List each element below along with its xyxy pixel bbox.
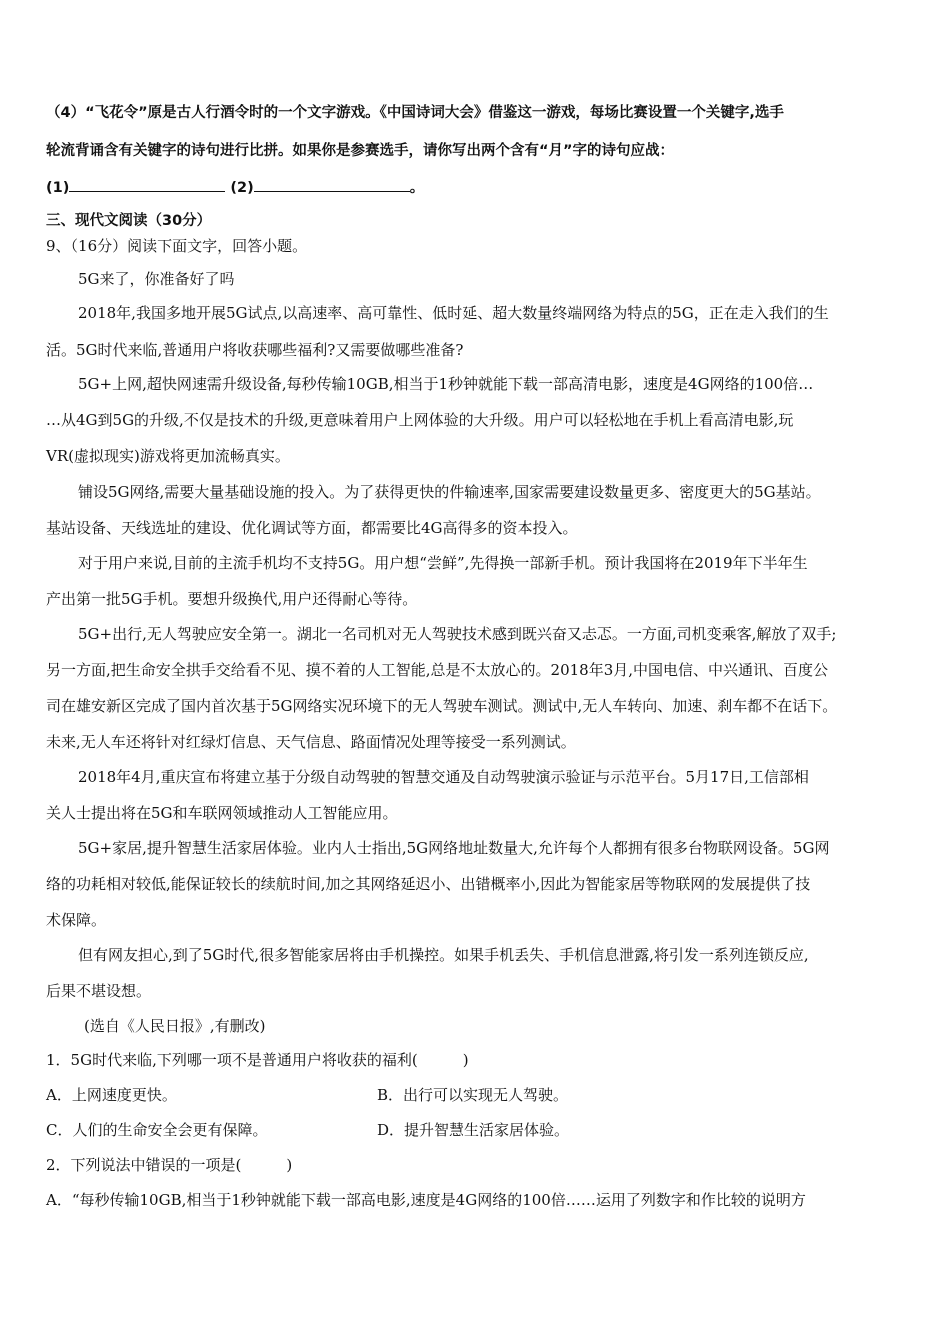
q4-answer-blanks xyxy=(46,177,908,198)
q1-stem: 1．5G时代来临,下列哪一项不是普通用户将收获的福利( ) xyxy=(46,1051,469,1069)
article-line: …从4G到5G的升级,不仅是技术的升级,更意味着用户上网体验的大升级。用户可以轻松地在手机上看高清电影,玩 xyxy=(46,411,794,429)
article-line: 对于用户来说,目前的主流手机均不支持5G。用户想“尝鲜”,先得换一部新手机。预计我国将在2019年下半年生 xyxy=(78,554,808,572)
q2-option-a[interactable]: A．“每秒传输10GB,相当于1秒钟就能下载一部高电影,速度是4G网络的100倍……运用了列数字和作比较的说明方 xyxy=(46,1191,806,1209)
article-line: 活。5G时代来临,普通用户将收获哪些福利?又需要做哪些准备? xyxy=(46,341,464,359)
article-source: (选自《人民日报》,有删改) xyxy=(84,1017,266,1035)
article-title: 5G来了，你准备好了吗 xyxy=(78,270,235,288)
article-line: 术保障。 xyxy=(46,911,107,929)
article-line: 5G+出行,无人驾驶应安全第一。湖北一名司机对无人驾驶技术感到既兴奋又忐忑。一方面,司机变乘客,解放了双手; xyxy=(78,625,837,643)
section-3-title: 三、现代文阅读（30分） xyxy=(46,213,212,229)
article-line: 5G+上网,超快网速需升级设备,每秒传输10GB,相当于1秒钟就能下载一部高清电影，速度是4G网络的100倍… xyxy=(78,375,814,393)
article-line: 未来,无人车还将针对红绿灯信息、天气信息、路面情况处理等接受一系列测试。 xyxy=(46,733,576,751)
article-line: 络的功耗相对较低,能保证较长的续航时间,加之其网络延迟小、出错概率小,因此为智能家居等物联网的发展提供了技 xyxy=(46,875,811,893)
article-line: 另一方面,把生命安全拱手交给看不见、摸不着的人工智能,总是不太放心的。2018年3月,中国电信、中兴通讯、百度公 xyxy=(46,661,829,679)
article-line: 关人士提出将在5G和车联网领域推动人工智能应用。 xyxy=(46,804,398,822)
article-line: 但有网友担心,到了5G时代,很多智能家居将由手机操控。如果手机丢失、手机信息泄露,将引发一系列连锁反应, xyxy=(78,946,809,964)
article-line: 2018年,我国多地开展5G试点,以高速率、高可靠性、低时延、超大数量终端网络为特点的5G，正在走入我们的生 xyxy=(78,304,829,322)
q1-option-a[interactable]: A．上网速度更快。 xyxy=(46,1086,177,1104)
article-line: 5G+家居,提升智慧生活家居体验。业内人士指出,5G网络地址数量大,允许每个人都拥有很多台物联网设备。5G网 xyxy=(78,839,830,857)
blank-1-label: (1) xyxy=(46,180,70,196)
article-line: 司在雄安新区完成了国内首次基于5G网络实况环境下的无人驾驶车测试。测试中,无人车转向、加速、刹车都不在话下。 xyxy=(46,697,838,715)
article-line: VR(虚拟现实)游戏将更加流畅真实。 xyxy=(46,447,290,465)
q4-line-2: 轮流背诵含有关键字的诗句进行比拼。如果你是参赛选手，请你写出两个含有“月”字的诗句应战： xyxy=(46,143,675,159)
q1-option-c[interactable]: C．人们的生命安全会更有保障。 xyxy=(46,1121,268,1139)
q2-stem: 2．下列说法中错误的一项是( ) xyxy=(46,1156,293,1174)
q9-intro: 9、（16分）阅读下面文字，回答小题。 xyxy=(46,237,308,255)
q4-line-1: （4）“飞花令”原是古人行酒令时的一个文字游戏。《中国诗词大会》借鉴这一游戏，每场比赛设置一个关键字,选手 xyxy=(46,105,784,121)
answer-blank-2[interactable] xyxy=(254,177,410,192)
article-line: 2018年4月,重庆宣布将建立基于分级自动驾驶的智慧交通及自动驾驶演示验证与示范平台。5月17日,工信部相 xyxy=(78,768,809,786)
answer-blank-1[interactable] xyxy=(69,177,225,192)
article-line: 后果不堪设想。 xyxy=(46,982,152,1000)
article-line: 基站设备、天线选址的建设、优化调试等方面，都需要比4G高得多的资本投入。 xyxy=(46,519,578,537)
q1-option-b[interactable]: B．出行可以实现无人驾驶。 xyxy=(377,1086,569,1104)
article-line: 铺设5G网络,需要大量基础设施的投入。为了获得更快的件输速率,国家需要建设数量更多、密度更大的5G基站。 xyxy=(78,483,821,501)
q1-option-d[interactable]: D．提升智慧生活家居体验。 xyxy=(377,1121,570,1139)
article-line: 产出第一批5G手机。要想升级换代,用户还得耐心等待。 xyxy=(46,590,418,608)
blank-2-label: (2) xyxy=(230,180,254,196)
end-mark: 。 xyxy=(409,180,425,196)
